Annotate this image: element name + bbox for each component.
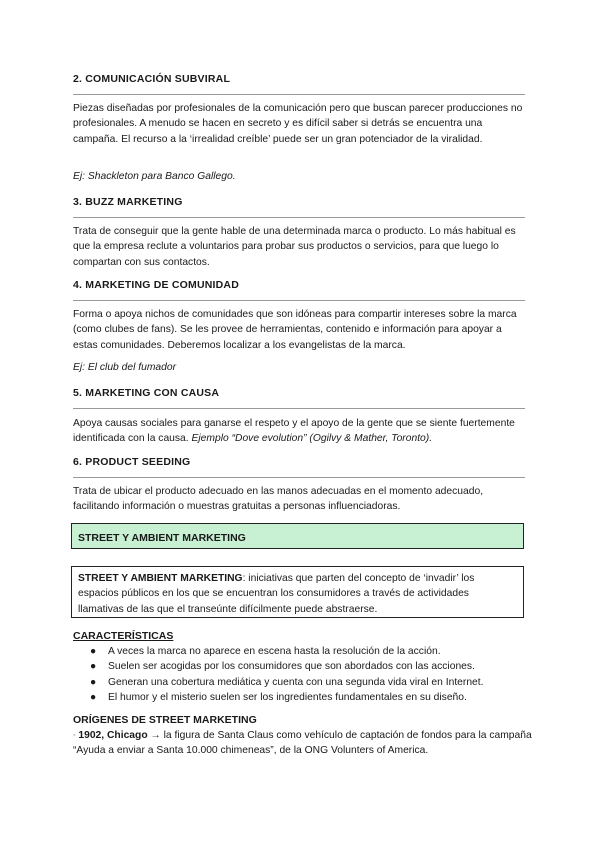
list-item	[73, 675, 533, 690]
section-body-comunidad: Forma o apoya nichos de comunidades que son idóneas para compartir intereses sobre la marca (como clubes de fans). Se les provee de herramientas, contenido e información para apoyar a estas comunidades. Deberemos localizar a los evangelistas de la marca.	[73, 309, 517, 351]
section-title-buzz: 3. BUZZ MARKETING	[73, 196, 183, 208]
bullet-icon: ●	[90, 661, 97, 673]
definition-term: STREET Y AMBIENT MARKETING	[78, 573, 243, 584]
origenes-body	[73, 728, 533, 759]
bullet-icon: ●	[90, 691, 97, 703]
street-ambient-heading-box: STREET Y AMBIENT MARKETING	[71, 523, 524, 549]
section-body-buzz: Trata de conseguir que la gente hable de una determinada marca o producto. Lo más habitual es que la empresa reclute a voluntarios para probar sus productos o servicios, para que luego lo compartan con sus contactos.	[73, 226, 516, 268]
definition-text: : iniciativas que parten del concepto de ‘invadir’ los espacios públicos en los que se encuentran los consumidores a través de actividades llamativas de las que el transeúnte difícilmente puede abstraerse.	[78, 573, 475, 615]
bullet-icon: ●	[90, 646, 97, 657]
caracteristicas-list	[73, 644, 533, 705]
section-divider	[73, 217, 525, 218]
section-title-comunidad: 4. MARKETING DE COMUNIDAD	[73, 279, 240, 291]
section-title-seeding: 6. PRODUCT SEEDING	[73, 456, 191, 468]
section-title-subviral: 2. COMUNICACIÓN SUBVIRAL	[73, 73, 231, 85]
section-divider	[73, 477, 525, 478]
section-title-causa: 5. MARKETING CON CAUSA	[73, 387, 220, 399]
list-item	[73, 644, 533, 659]
section-divider	[73, 300, 525, 301]
section-divider	[73, 94, 525, 95]
section-example-comunidad: Ej: El club del fumador	[73, 362, 177, 373]
origenes-lead: 1902, Chicago	[78, 730, 148, 741]
street-ambient-definition-box	[71, 566, 524, 618]
section-body-causa	[73, 416, 529, 447]
list-item-text: A veces la marca no aparece en escena hasta la resolución de la acción.	[108, 646, 441, 657]
section-body-causa-example: Ejemplo “Dove evolution” (Ogilvy & Mather, Toronto).	[191, 433, 433, 445]
section-example-subviral: Ej: Shackleton para Banco Gallego.	[73, 171, 236, 182]
list-item-text: Generan una cobertura mediática y cuenta con una segunda vida viral en Internet.	[108, 676, 484, 688]
bullet-icon: ●	[90, 676, 97, 688]
section-divider	[73, 408, 525, 409]
arrow-icon: →	[150, 730, 161, 741]
section-body-causa-text: Apoya causas sociales para ganarse el respeto y el apoyo de la gente que se siente fuertemente identificada con la causa.	[73, 418, 515, 445]
origenes-title: ORÍGENES DE STREET MARKETING	[73, 714, 257, 726]
list-item	[73, 659, 533, 674]
small-circle-icon: ◦	[73, 732, 76, 739]
origenes-text: la figura de Santa Claus como vehículo de captación de fondos para la campaña “Ayuda a enviar a Santa 10.000 chimeneas”, de la ONG Volunters of America.	[73, 730, 532, 757]
section-body-seeding: Trata de ubicar el producto adecuado en las manos adecuadas en el momento adecuado, facilitando información o muestras gratuitas a personas influenciadoras.	[73, 486, 484, 513]
section-body-subviral: Piezas diseñadas por profesionales de la comunicación pero que buscan parecer producciones no profesionales. A menudo se hacen en secreto y es difícil saber si detrás se encuentra una campaña. El recurso a la ‘irrealidad creíble’ puede ser un gran potenciador de la viralidad.	[73, 103, 523, 145]
list-item	[73, 690, 533, 705]
list-item-text: Suelen ser acogidas por los consumidores que son abordados con las acciones.	[108, 661, 475, 673]
caracteristicas-title: CARACTERÍSTICAS	[73, 630, 174, 642]
list-item-text: El humor y el misterio suelen ser los ingredientes fundamentales en su diseño.	[108, 691, 467, 703]
